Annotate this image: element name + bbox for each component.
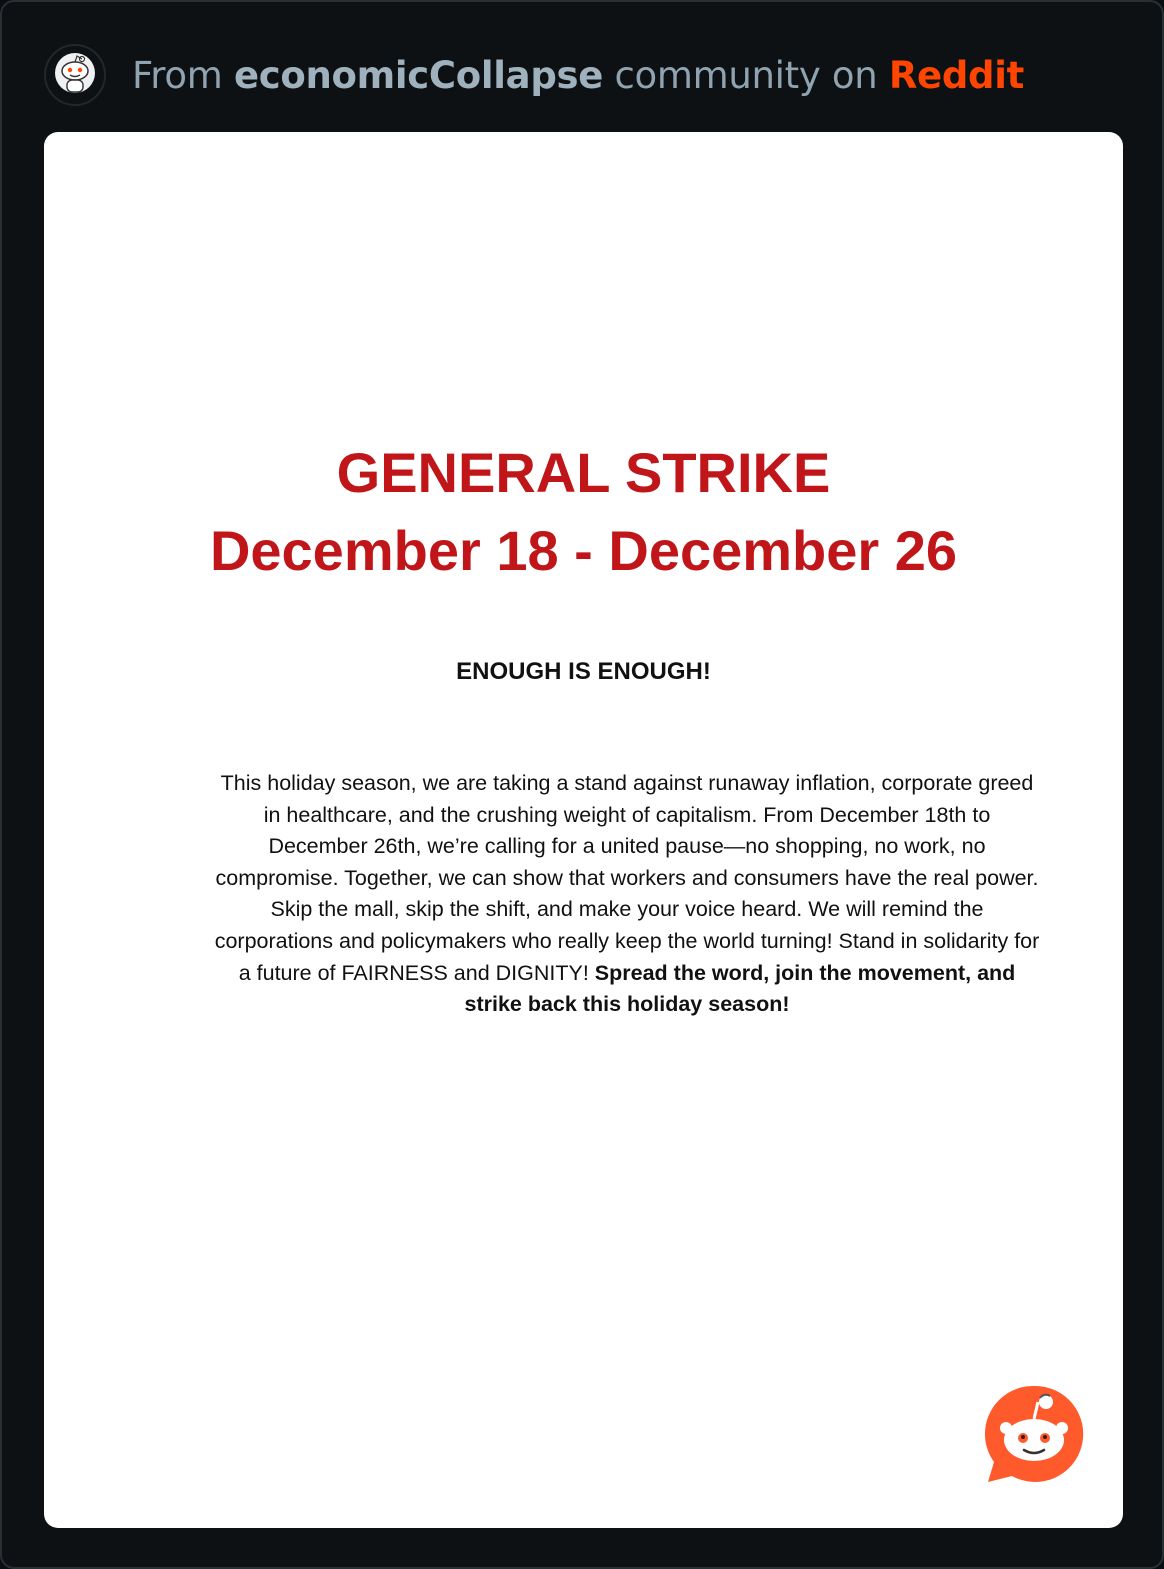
body-text: This holiday season, we are taking a stand against runaway inflation, corporate greed in healthcare, and the crushing weight of capitalism. From December 18th to December 26th, we’re calling for a united pause—no shopping, no work, no compromise. Together, we can show that workers and consumers have the real power. Skip the mall, skip the shift, and make your voice heard. We will remind the corporations and policymakers who really keep the world turning! Stand in solidarity for a future of FAIRNESS and DIGNITY! — [214, 771, 1040, 985]
embed-source-text — [132, 54, 1024, 97]
embed-header — [44, 42, 1024, 108]
reddit-snoo-avatar-icon — [53, 51, 97, 99]
body-call-to-action: Spread the word, join the movement, and strike back this holiday season! — [464, 960, 1016, 1017]
source-middle: community on — [603, 53, 889, 97]
post-image[interactable] — [44, 132, 1123, 1528]
tagline: ENOUGH IS ENOUGH! — [456, 658, 711, 685]
reddit-chat-button[interactable] — [982, 1382, 1086, 1486]
reddit-brand-link[interactable]: Reddit — [888, 53, 1024, 97]
reddit-snoo-chat-icon — [982, 1382, 1086, 1486]
headline-title: GENERAL STRIKE — [336, 441, 831, 504]
community-name-link[interactable]: economicCollapse — [233, 53, 604, 97]
source-prefix: From — [132, 53, 234, 97]
headline-dates: December 18 - December 26 — [209, 519, 958, 582]
strike-headline — [44, 434, 1123, 590]
post-body — [212, 768, 1042, 1021]
community-avatar[interactable] — [44, 44, 106, 106]
